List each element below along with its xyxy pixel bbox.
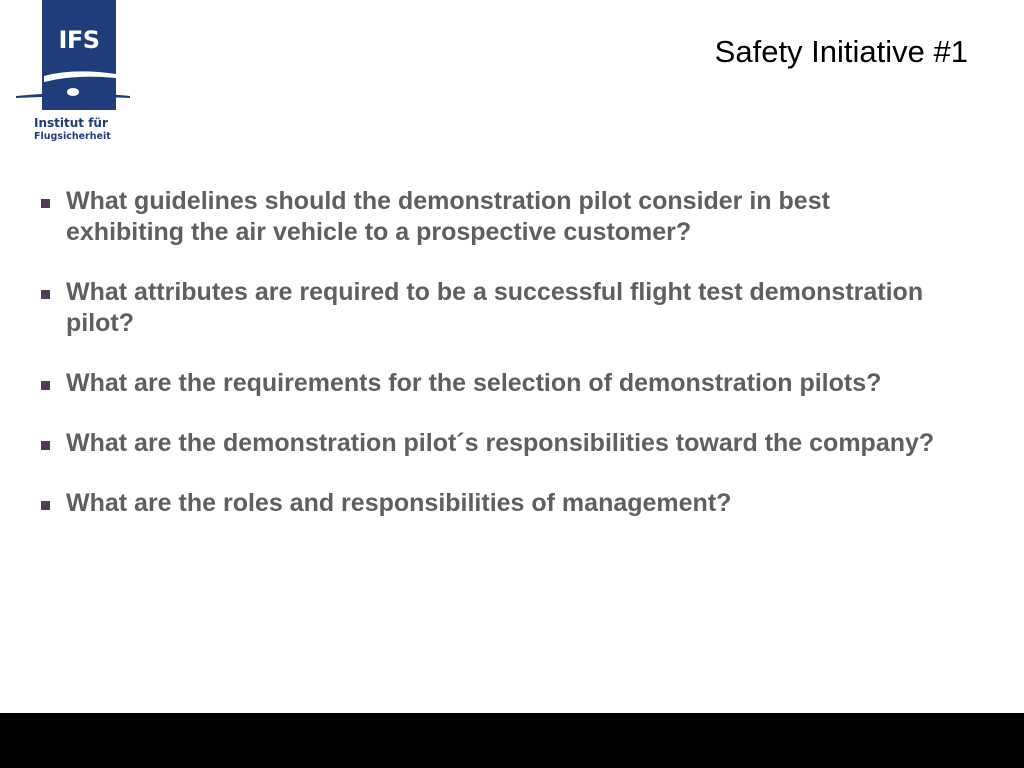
logo-letters: IFS	[58, 26, 100, 54]
square-bullet-icon	[41, 501, 50, 510]
bullet-item	[40, 368, 950, 399]
logo-caption-line1: Institut für	[34, 116, 108, 130]
logo-caption	[34, 116, 134, 144]
bullet-list	[40, 186, 950, 548]
bullet-item	[40, 428, 950, 459]
bullet-text: What are the requirements for the selection of demonstration pilots?	[66, 369, 882, 397]
footer-bar	[0, 713, 1024, 768]
slide-title: Safety Initiative #1	[714, 34, 968, 69]
square-bullet-icon	[41, 290, 50, 299]
bullet-text: What attributes are required to be a successful flight test demonstration pilot?	[66, 278, 924, 337]
logo-caption-line2: Flugsicherheit	[34, 131, 111, 142]
bullet-text: What guidelines should the demonstration pilot consider in best exhibiting the air vehicle to a prospective customer?	[66, 187, 830, 246]
ifs-logo	[14, 0, 132, 150]
bullet-item	[40, 186, 950, 248]
bullet-text: What are the roles and responsibilities of management?	[66, 489, 732, 517]
square-bullet-icon	[41, 441, 50, 450]
square-bullet-icon	[41, 199, 50, 208]
airplane-icon	[14, 62, 132, 110]
bullet-item	[40, 488, 950, 519]
bullet-item	[40, 277, 950, 339]
bullet-text: What are the demonstration pilot´s responsibilities toward the company?	[66, 429, 935, 457]
square-bullet-icon	[41, 381, 50, 390]
